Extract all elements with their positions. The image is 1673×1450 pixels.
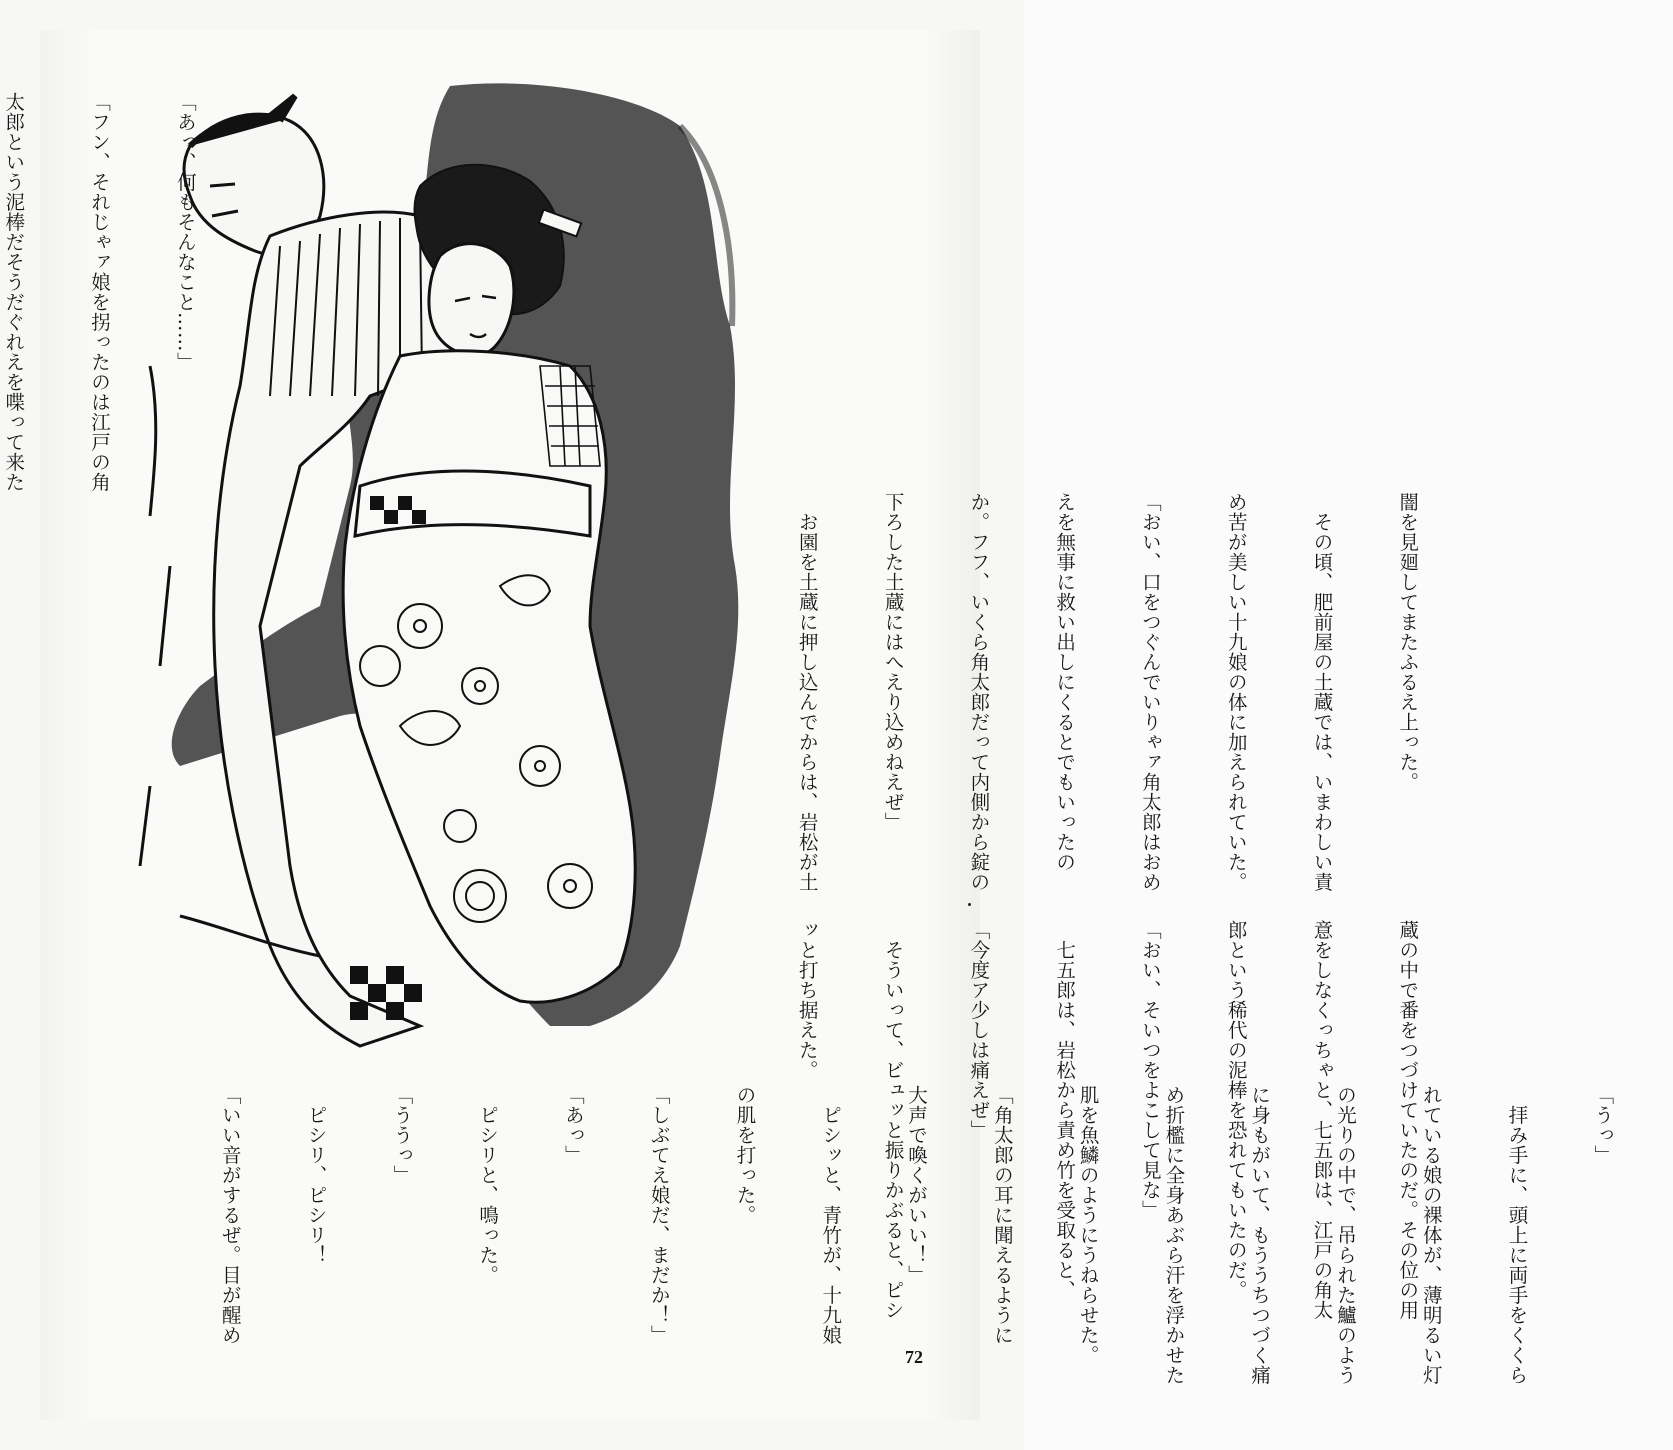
text-line: ピシッと、青竹が、十九娘 xyxy=(819,1085,843,1345)
page-dot xyxy=(968,903,971,906)
text-line: 下ろした土蔵にはへえり込めねえぜ」 xyxy=(881,492,905,832)
text-block-upper-left xyxy=(0,92,256,492)
text-line: 肌を魚鱗のようにうねらせた。 xyxy=(1076,1085,1100,1365)
text-line: 太郎という泥棒だそうだぐれえを喋って来た xyxy=(2,92,26,492)
text-line: 「ううっ」 xyxy=(390,1085,414,1185)
text-line: に身もがいて、もううちつづく痛 xyxy=(1248,1085,1272,1385)
text-line: 闇を見廻してまたふるえ上った。 xyxy=(1396,492,1420,792)
hem-checker xyxy=(350,966,422,1020)
text-line: ッと打ち据えた。 xyxy=(795,920,819,1080)
text-line: 蔵の中で番をつづけていたのだ。その位の用 xyxy=(1396,920,1420,1320)
text-line: 郎という稀代の泥棒を恐れてもいたのだ。 xyxy=(1224,920,1248,1300)
text-line: 「しぶてえ娘だ、まだか！」 xyxy=(647,1085,671,1345)
text-line: 「いい音がするぜ。目が醒め xyxy=(218,1085,242,1345)
page-number: 72 xyxy=(905,1347,923,1367)
text-line: 七五郎は、岩松から責め竹を受取ると、 xyxy=(1053,920,1077,1300)
text-line: そういって、ビュッと振りかぶると、ピシ xyxy=(881,920,905,1320)
text-block-middle-right xyxy=(735,492,1478,900)
text-line: 意をしなくっちゃと、七五郎は、江戸の角太 xyxy=(1310,920,1334,1320)
text-line: 「おい、口をつぐんでいりゃァ角太郎はおめ xyxy=(1138,492,1162,892)
text-line: 拝み手に、頭上に両手をくくら xyxy=(1505,1085,1529,1385)
text-line: お園を土蔵に押し込んでからは、岩松が土 xyxy=(795,492,819,892)
text-line: の光りの中で、吊られた鱸のよう xyxy=(1333,1085,1357,1385)
text-line: 「角太郎の耳に聞えるように xyxy=(990,1085,1014,1345)
text-line: えを無事に救い出しにくるとでもいったの xyxy=(1053,492,1077,872)
text-line: その頃、肥前屋の土蔵では、いまわしい責 xyxy=(1310,492,1334,892)
text-line: の肌を打った。 xyxy=(733,1085,757,1225)
text-line: れている娘の裸体が、薄明るい灯 xyxy=(1419,1085,1443,1385)
text-line: か。フフ、いくら角太郎だって内側から錠の xyxy=(967,492,991,892)
text-line: 「あっ」 xyxy=(561,1085,585,1165)
text-line: 「今度ア少しは痛えぜ」 xyxy=(967,920,991,1140)
text-line: ピシリ、ピシリ！ xyxy=(304,1085,328,1265)
text-line: 「おい、そいつをよこして見な」 xyxy=(1138,920,1162,1220)
text-line: 「フン、それじゃァ娘を拐ったのは江戸の角 xyxy=(88,92,112,492)
text-line: 「あっ、何もそんなこと……」 xyxy=(173,92,197,372)
text-line: 「うっ」 xyxy=(1591,1085,1615,1165)
text-line: ピシリと、鳴った。 xyxy=(476,1085,500,1285)
text-line: 大声で喚くがいい！」 xyxy=(905,1085,929,1285)
text-line: め苦が美しい十九娘の体に加えられていた。 xyxy=(1224,492,1248,892)
text-line: め折檻に全身あぶら汗を浮かせた xyxy=(1162,1085,1186,1385)
woman-face xyxy=(429,244,514,355)
